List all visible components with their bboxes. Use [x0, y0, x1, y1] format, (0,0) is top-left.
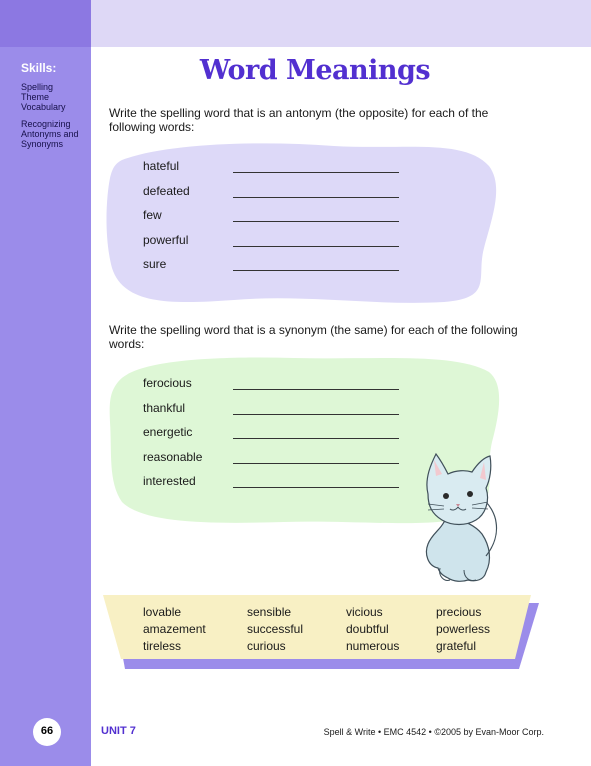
synonym-word: energetic [143, 425, 193, 439]
bank-word: lovable [143, 605, 182, 619]
skills-heading: Skills: [21, 61, 57, 75]
bank-word: precious [436, 605, 482, 619]
answer-line[interactable] [233, 221, 399, 222]
antonym-word: powerful [143, 232, 189, 247]
answer-line[interactable] [233, 414, 399, 415]
skill-item: Spelling Theme Vocabulary [21, 82, 66, 112]
answer-line[interactable] [233, 172, 399, 173]
kitten-illustration [414, 448, 512, 590]
antonym-word: hateful [143, 159, 180, 173]
bank-word: amazement [143, 622, 206, 636]
synonym-word: thankful [143, 400, 186, 415]
bank-word: successful [247, 622, 304, 636]
answer-line[interactable] [233, 487, 399, 488]
skill-item: Recognizing Antonyms and Synonyms [21, 119, 79, 149]
bank-word: numerous [346, 639, 400, 653]
antonym-instructions: Write the spelling word that is an antonym (the opposite) for each of the following words: [109, 106, 489, 134]
answer-line[interactable] [233, 463, 399, 464]
synonym-word: reasonable [143, 449, 203, 464]
page-title: Word Meanings [199, 55, 431, 86]
answer-line[interactable] [233, 270, 399, 271]
bank-word: doubtful [346, 622, 389, 636]
sidebar-top-block [0, 0, 91, 47]
bank-word: tireless [143, 639, 182, 653]
answer-line[interactable] [233, 197, 399, 198]
synonym-word: interested [143, 474, 196, 488]
footer-credit: Spell & Write • EMC 4542 • ©2005 by Evan-Moor Corp. [323, 727, 544, 737]
antonym-word: defeated [143, 183, 190, 198]
answer-line[interactable] [233, 438, 399, 439]
antonym-word: sure [143, 257, 167, 271]
bank-word: curious [247, 639, 286, 653]
page-number: 66 [40, 725, 54, 737]
antonym-word: few [143, 208, 162, 222]
answer-line[interactable] [233, 246, 399, 247]
skill-list [21, 82, 89, 156]
unit-label: UNIT 7 [101, 725, 136, 737]
bank-word: sensible [247, 605, 292, 619]
synonym-word: ferocious [143, 376, 192, 390]
bank-word: vicious [346, 605, 383, 619]
answer-line[interactable] [233, 389, 399, 390]
bank-word: powerless [436, 622, 491, 636]
synonym-instructions: Write the spelling word that is a synonym (the same) for each of the following words: [109, 323, 518, 351]
bank-word: grateful [436, 639, 477, 653]
